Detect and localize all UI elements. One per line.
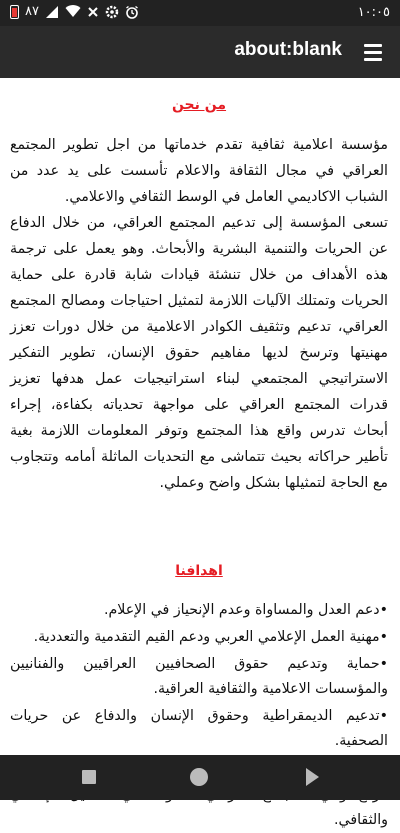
about-paragraph-2: تسعى المؤسسة إلى تدعيم المجتمع العراقي، من خلال الدفاع عن الحريات والتنمية البشرية والأبحاث. وهو يعمل على ترجمة هذه الأهداف من خلال تنشئة قيادات شابة قادرة على حماية الحريات وتمتلك الآليات اللازمة لتمثيل احتياجات ومصالح المجتمع العراقي، تدعيم وتثقيف الكوادر الاعلامية من خلال دورات تعزز مهنيتها وترسخ لديها مفاهيم حقوق الإنسان، تطوير التفكير الاستراتيجي المجتمعي لبناء استراتيجيات عمل هدفها تعزيز قدرات المجتمع العراقي على مواجهة تحدياته بكفاءة، إجراء أبحاث تدرس واقع هذا المجتمع وتوفر المعلومات اللازمة بغية تأطير حراكاته بحيث تتماشى مع التحديات الماثلة أمامه وتتجاوب مع الحاجة لتمثيلها بشكل واضح وعملي. [10,215,388,491]
list-item: •مهنية العمل الإعلامي العربي ودعم القيم التقدمية والتعددية. [33,629,388,645]
signal-icon [45,5,59,19]
list-item: والثقافي. [333,812,388,828]
page-content[interactable] [0,78,400,828]
battery-percent: ٨٧ [25,4,39,19]
about-paragraph-1: مؤسسة اعلامية ثقافية تقدم خدماتها من اجل تطوير المجتمع العراقي في مجال الثقافة والاعلام تأسست على يد عدد من الشباب الاكاديمي العامل في الوسط الثقافي والاعلامي. [10,137,388,205]
app-bar [0,26,400,78]
hamburger-menu-icon[interactable] [364,44,382,60]
about-heading: من نحن [171,97,227,113]
status-bar [0,0,400,26]
home-circle-icon[interactable] [190,768,208,786]
x-icon [87,6,99,18]
status-time: ١٠:٠٥ [357,5,390,20]
list-item: •تدعيم الديمقراطية وحقوق الإنسان والدفاع عن حريات الصحفية. [10,708,388,749]
page-title: about:blank [234,39,342,60]
settings-icon [105,5,119,19]
wifi-icon [65,5,81,18]
navigation-bar [0,755,400,800]
alarm-icon [125,5,139,19]
status-icons [10,4,139,19]
list-item: •دعم العدل والمساواة وعدم الإنحياز في الإعلام. [103,602,388,618]
back-triangle-icon[interactable] [306,768,319,786]
recents-square-icon[interactable] [82,770,96,784]
goals-heading: اهدافنا [175,563,223,579]
battery-icon [10,5,19,19]
list-item: •حماية وتدعيم حقوق الصحافيين العراقيين والفنانيين والمؤسسات الاعلامية والثقافية العراقية. [10,656,388,697]
